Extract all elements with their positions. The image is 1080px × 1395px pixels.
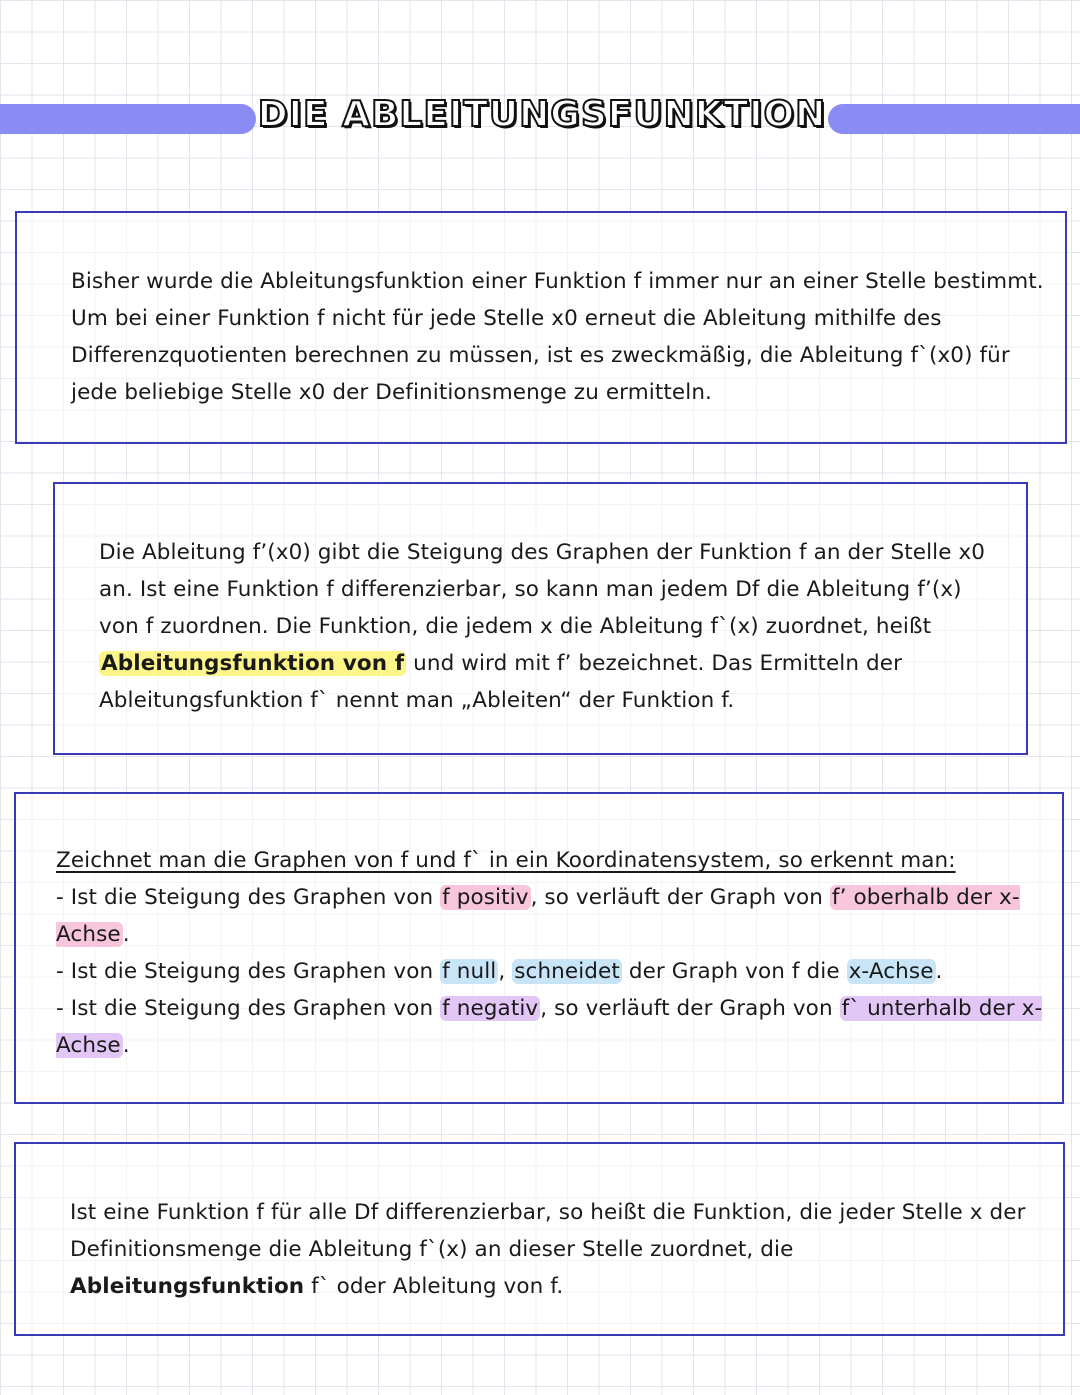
relation-positive-end: .: [122, 922, 130, 947]
highlight-f-positive: f positiv: [442, 885, 529, 910]
graph-relations-box: [14, 792, 1064, 1104]
relation-negative-text-2: , so verläuft der Graph von: [540, 996, 840, 1021]
definition-box: [53, 482, 1028, 755]
definition-text-part1: Die Ableitung f’(x0) gibt die Steigung des Graphen der Funktion f an der Stelle x0 an. Ist eine Funktion f differenzierbar, so kann man jedem Df die Ableitung f’(x) von f zuordnen. Die Funktion, die jedem x die Ableitung f`(x) zuordnet, heißt: [99, 540, 986, 639]
highlight-f-prime-below: f` unterhalb der x-Achse: [56, 996, 1043, 1058]
intro-box: [15, 211, 1067, 444]
summary-text-part2: f` oder Ableitung von f.: [304, 1274, 564, 1299]
relation-negative-text: - Ist die Steigung des Graphen von: [56, 996, 441, 1021]
definition-text-part2: und wird mit f’ bezeichnet. Das Ermitteln der Ableitungsfunktion f` nennt man „Ableiten“ der Funktion f.: [99, 651, 903, 713]
definition-highlight: Ableitungsfunktion von f: [101, 651, 405, 676]
relation-zero-end: .: [935, 959, 943, 984]
summary-bold-term: Ableitungsfunktion: [70, 1274, 305, 1299]
summary-box: [14, 1142, 1065, 1336]
highlight-f-null: f null: [442, 959, 497, 984]
relation-zero: [56, 953, 1061, 990]
page-title: DIE ABLEITUNGSFUNKTION: [257, 94, 827, 135]
highlight-f-prime-above: f’ oberhalb der x-Achse: [56, 885, 1020, 947]
summary-text: [70, 1194, 1030, 1305]
relation-positive: [56, 879, 1061, 953]
relation-positive-text: - Ist die Steigung des Graphen von: [56, 885, 441, 910]
relation-positive-text-2: , so verläuft der Graph von: [530, 885, 830, 910]
intro-text: Bisher wurde die Ableitungsfunktion einer Funktion f immer nur an einer Stelle bestimmt. Um bei einer Funktion f nicht für jede Stelle x0 erneut die Ableitung mithilfe des Differenzquotienten berechnen zu müssen, ist es zweckmäßig, die Ableitung f`(x0) für jede beliebige Stelle x0 der Definitionsmenge zu ermitteln.: [71, 269, 1044, 405]
definition-text: [99, 534, 999, 719]
relation-zero-text: - Ist die Steigung des Graphen von: [56, 959, 441, 984]
title-bar-right-decoration: [828, 104, 1080, 134]
summary-text-part1: Ist eine Funktion f für alle Df differenzierbar, so heißt die Funktion, die jeder Stelle x der Definitionsmenge die Ableitung f`(x) an dieser Stelle zuordnet, die: [70, 1200, 1026, 1262]
highlight-schneidet: schneidet: [514, 959, 620, 984]
relation-zero-text-2: der Graph von f die: [621, 959, 847, 984]
title-bar-left-decoration: [0, 104, 256, 134]
highlight-x-achse: x-Achse: [848, 959, 934, 984]
highlight-f-negative: f negativ: [442, 996, 539, 1021]
relation-negative: [56, 990, 1061, 1064]
relation-zero-comma: ,: [498, 959, 513, 984]
graph-relations-heading: Zeichnet man die Graphen von f und f` in ein Koordinatensystem, so erkennt man:: [56, 848, 956, 873]
relation-negative-end: .: [122, 1033, 130, 1058]
